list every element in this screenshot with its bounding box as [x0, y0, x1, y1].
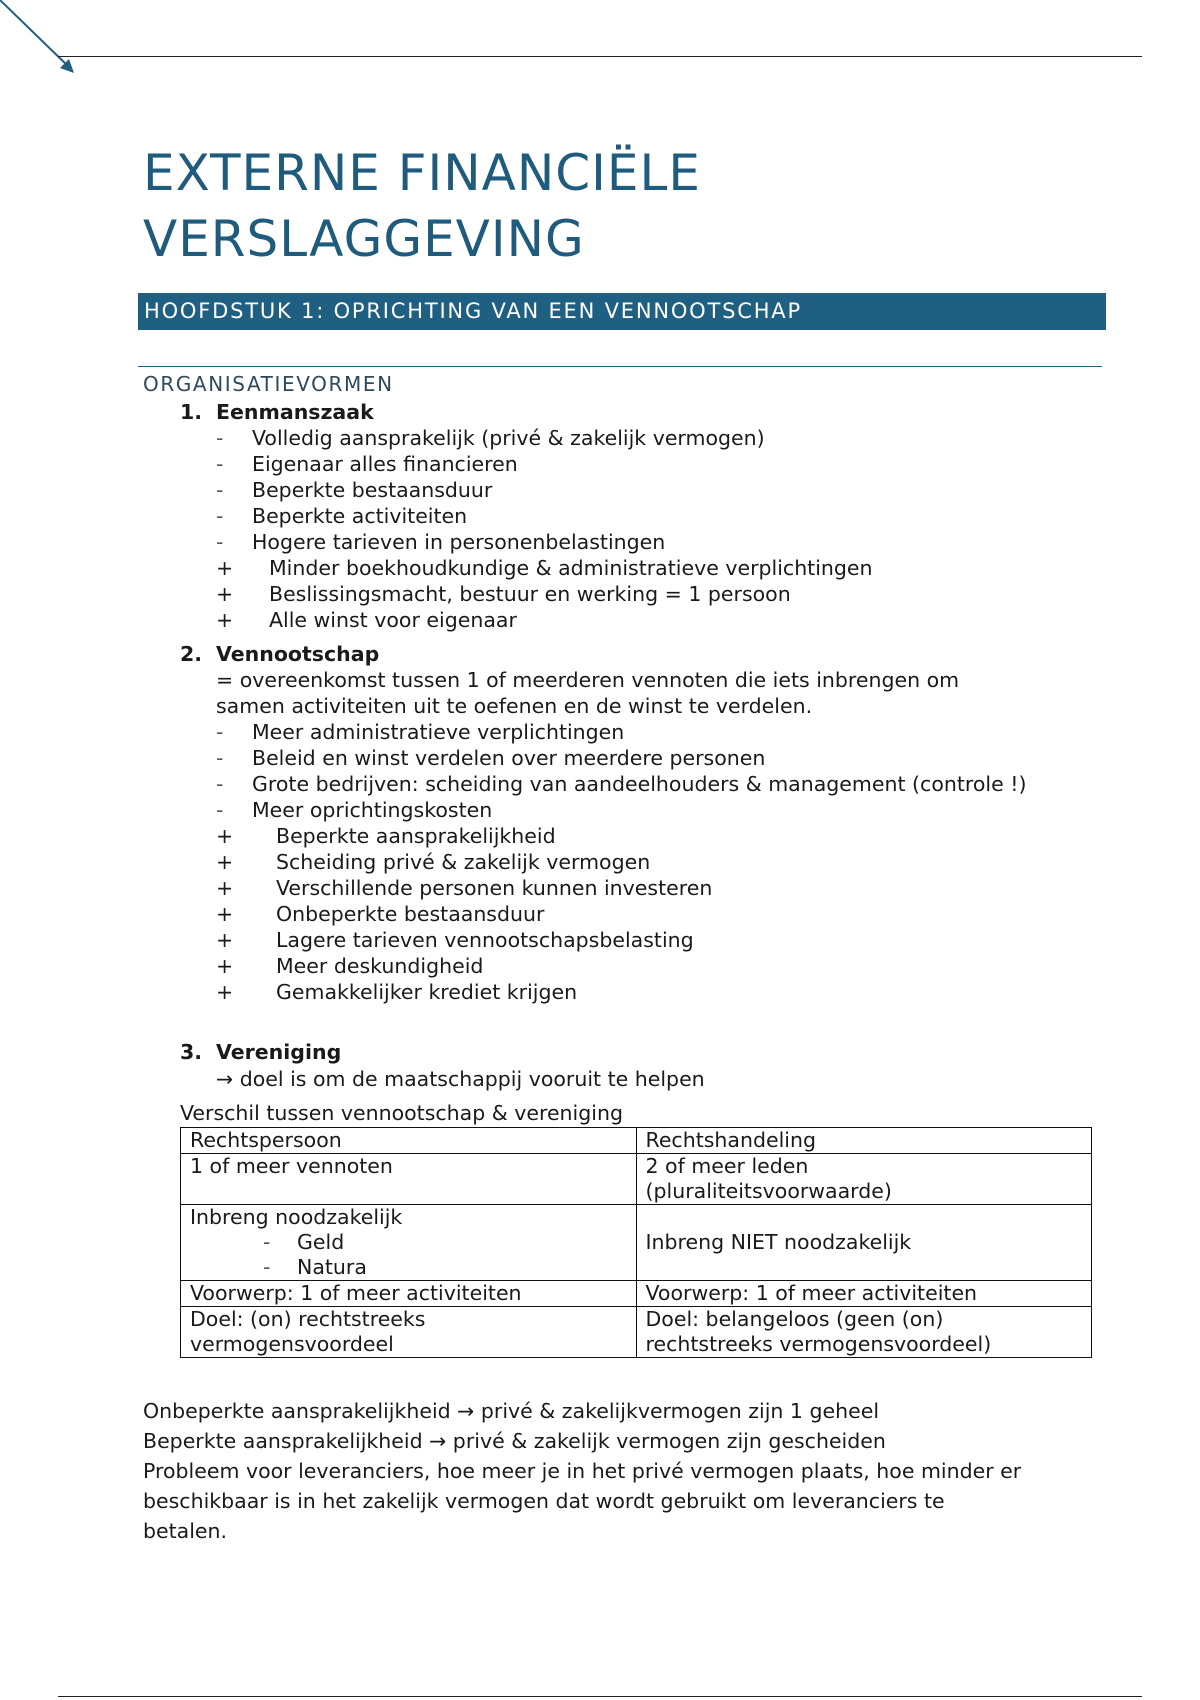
inbreng-list: [190, 1230, 627, 1280]
list-item: Verschillende personen kunnen investeren: [276, 876, 713, 900]
item-number: 1.: [180, 400, 203, 424]
minus-marker: -: [216, 720, 224, 744]
plus-marker: +: [216, 582, 234, 606]
table-cell: [636, 1307, 1092, 1358]
plus-marker: +: [216, 928, 234, 952]
definition-line: samen activiteiten uit te oefenen en de winst te verdelen.: [216, 694, 813, 718]
cell-text: 2 of meer leden: [645, 1154, 809, 1178]
table-cell: Rechtspersoon: [181, 1128, 637, 1154]
list-item: Onbeperkte bestaansduur: [276, 902, 545, 926]
table-caption: Verschil tussen vennootschap & vereniging: [180, 1101, 623, 1125]
table-row: [181, 1281, 1092, 1307]
notes-paragraph: [143, 1396, 1103, 1546]
heading-vennootschap: Vennootschap: [216, 642, 380, 666]
table-cell: [636, 1154, 1092, 1205]
note-line: Onbeperkte aansprakelijkheid → privé & zakelijkvermogen zijn 1 geheel: [143, 1399, 880, 1423]
cell-text: Inbreng noodzakelijk: [190, 1205, 403, 1229]
cell-text: (pluraliteitsvoorwaarde): [645, 1179, 892, 1203]
cell-text: vermogensvoordeel: [190, 1332, 394, 1356]
list-item: Meer oprichtingskosten: [252, 798, 493, 822]
chapter-heading: HOOFDSTUK 1: OPRICHTING VAN EEN VENNOOTSCHAP: [138, 293, 1106, 330]
comparison-table: [180, 1127, 1092, 1358]
list-item: [190, 1255, 627, 1280]
heading-vereniging: Vereniging: [216, 1040, 342, 1064]
plus-marker: +: [216, 954, 234, 978]
table-row: [181, 1307, 1092, 1358]
title-line-1: EXTERNE FINANCIËLE: [143, 144, 701, 202]
list-item: Beperkte activiteiten: [252, 504, 468, 528]
table-cell: [181, 1154, 637, 1205]
minus-marker: -: [263, 1255, 271, 1279]
vereniging-description: → doel is om de maatschappij vooruit te helpen: [216, 1067, 705, 1091]
minus-marker: -: [216, 746, 224, 770]
plus-marker: +: [216, 980, 234, 1004]
cell-text: Doel: (on) rechtstreeks: [190, 1307, 426, 1331]
cell-text: rechtstreeks vermogensvoordeel): [645, 1332, 992, 1356]
list-item: Meer administratieve verplichtingen: [252, 720, 625, 744]
plus-marker: +: [216, 608, 234, 632]
list-item: Grote bedrijven: scheiding van aandeelhouders & management (controle !): [252, 772, 1027, 796]
list-item: Meer deskundigheid: [276, 954, 484, 978]
item-number: 2.: [180, 642, 203, 666]
minus-marker: -: [216, 478, 224, 502]
list-item: [190, 1230, 627, 1255]
minus-marker: -: [216, 772, 224, 796]
plus-marker: +: [216, 824, 234, 848]
section-heading: ORGANISATIEVORMEN: [143, 372, 394, 396]
list-item: Scheiding privé & zakelijk vermogen: [276, 850, 651, 874]
heading-eenmanszaak: Eenmanszaak: [216, 400, 374, 424]
item-number: 3.: [180, 1040, 203, 1064]
title-line-2: VERSLAGGEVING: [143, 210, 585, 268]
list-item: Beleid en winst verdelen over meerdere personen: [252, 746, 766, 770]
corner-arrow-icon: [0, 0, 90, 90]
table-cell: [181, 1307, 637, 1358]
minus-marker: -: [216, 504, 224, 528]
document-title: [143, 140, 1043, 272]
list-item: Beslissingsmacht, bestuur en werking = 1 persoon: [269, 582, 791, 606]
plus-marker: +: [216, 556, 234, 580]
list-item: Beperkte aansprakelijkheid: [276, 824, 556, 848]
list-item: Gemakkelijker krediet krijgen: [276, 980, 578, 1004]
definition-line: = overeenkomst tussen 1 of meerderen vennoten die iets inbrengen om: [216, 668, 960, 692]
section-rule: [138, 366, 1102, 367]
table-cell: [181, 1205, 637, 1281]
list-item: Beperkte bestaansduur: [252, 478, 493, 502]
note-line: betalen.: [143, 1519, 228, 1543]
table-cell: Voorwerp: 1 of meer activiteiten: [636, 1281, 1092, 1307]
table-row: [181, 1154, 1092, 1205]
cell-text: 1 of meer vennoten: [190, 1154, 393, 1178]
minus-marker: -: [216, 452, 224, 476]
table-cell: Rechtshandeling: [636, 1128, 1092, 1154]
minus-marker: -: [216, 426, 224, 450]
header-rule: [58, 56, 1142, 57]
minus-marker: -: [216, 798, 224, 822]
list-item: Volledig aansprakelijk (privé & zakelijk vermogen): [252, 426, 765, 450]
plus-marker: +: [216, 850, 234, 874]
minus-marker: -: [216, 530, 224, 554]
list-item-label: Natura: [297, 1255, 367, 1279]
list-item: Alle winst voor eigenaar: [269, 608, 517, 632]
plus-marker: +: [216, 902, 234, 926]
list-item: Minder boekhoudkundige & administratieve verplichtingen: [269, 556, 873, 580]
note-line: beschikbaar is in het zakelijk vermogen dat wordt gebruikt om leveranciers te: [143, 1489, 945, 1513]
list-item-label: Geld: [297, 1230, 345, 1254]
cell-text: Doel: belangeloos (geen (on): [645, 1307, 944, 1331]
plus-marker: +: [216, 876, 234, 900]
table-row: [181, 1205, 1092, 1281]
note-line: Probleem voor leveranciers, hoe meer je in het privé vermogen plaats, hoe minder er: [143, 1459, 1022, 1483]
list-item: Hogere tarieven in personenbelastingen: [252, 530, 666, 554]
minus-marker: -: [263, 1230, 271, 1254]
note-line: Beperkte aansprakelijkheid → privé & zakelijk vermogen zijn gescheiden: [143, 1429, 886, 1453]
list-item: Lagere tarieven vennootschapsbelasting: [276, 928, 694, 952]
table-cell: Inbreng NIET noodzakelijk: [636, 1205, 1092, 1281]
footer-rule: [58, 1696, 1142, 1697]
table-cell: Voorwerp: 1 of meer activiteiten: [181, 1281, 637, 1307]
list-item: Eigenaar alles financieren: [252, 452, 518, 476]
table-row: [181, 1128, 1092, 1154]
